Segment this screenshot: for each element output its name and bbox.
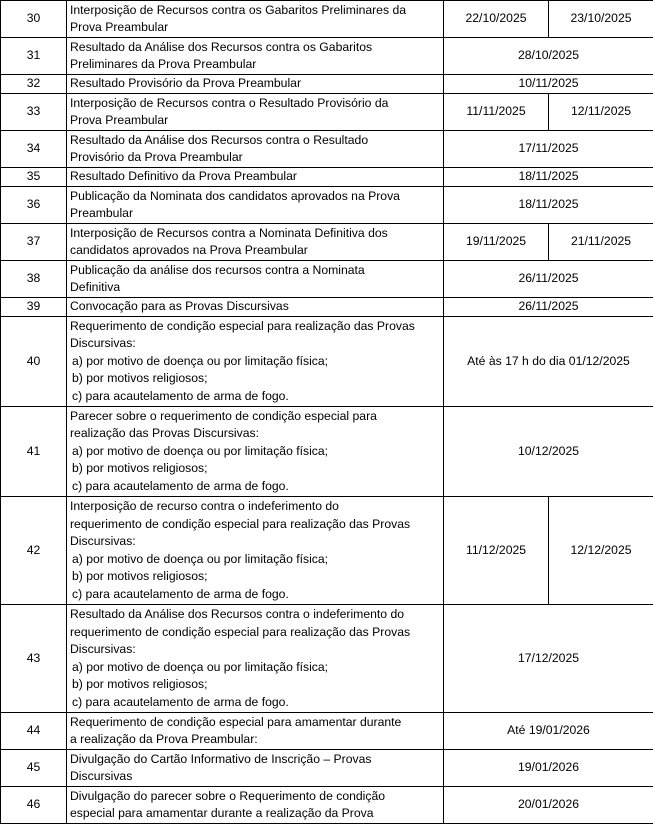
description-line: Preliminares da Prova Preambular xyxy=(70,57,257,71)
row-number: 32 xyxy=(1,75,67,94)
list-item: c) para acautelamento de arma de fogo. xyxy=(72,388,289,403)
table-row xyxy=(1,497,653,605)
date-start: 22/10/2025 xyxy=(444,1,549,38)
row-number: 34 xyxy=(1,131,67,168)
date: 20/01/2026 xyxy=(444,787,653,824)
description-line: Resultado da Análise dos Recursos contra o Resultado xyxy=(70,132,369,147)
date: 28/10/2025 xyxy=(444,38,653,75)
table-row xyxy=(1,713,653,750)
description-line: Resultado Provisório da Prova Preambular xyxy=(70,76,301,91)
date: 18/11/2025 xyxy=(444,187,653,224)
row-description xyxy=(67,787,444,824)
description-line: Requerimento de condição especial para realização das Provas xyxy=(70,318,415,333)
date-end: 12/11/2025 xyxy=(549,94,653,131)
description-line: requerimento de condição especial para realização das Provas xyxy=(70,624,411,639)
description-line: a realização da Prova Preambular: xyxy=(70,732,258,746)
table-row xyxy=(1,187,653,224)
list-item: a) por motivo de doença ou por limitação física; xyxy=(72,659,329,674)
row-number: 43 xyxy=(1,605,67,713)
description-line: Requerimento de condição especial para amamentar durante xyxy=(70,714,402,729)
description-line: Definitiva xyxy=(70,280,121,294)
table-row xyxy=(1,787,653,824)
description-line: candidatos aprovados na Prova Preambular xyxy=(70,243,308,257)
row-description xyxy=(67,94,444,131)
list-item: a) por motivo de doença ou por limitação física; xyxy=(72,353,329,368)
list-item: c) para acautelamento de arma de fogo. xyxy=(72,478,289,493)
list-item: a) por motivo de doença ou por limitação física; xyxy=(72,551,329,566)
table-row xyxy=(1,298,653,317)
row-number: 36 xyxy=(1,187,67,224)
date: 19/01/2026 xyxy=(444,750,653,787)
row-number: 31 xyxy=(1,38,67,75)
description-line: Prova Preambular xyxy=(70,113,169,127)
row-description xyxy=(67,298,444,317)
date-start: 19/11/2025 xyxy=(444,224,549,261)
table-row xyxy=(1,261,653,298)
row-description xyxy=(67,713,444,750)
table-row xyxy=(1,94,653,131)
row-number: 40 xyxy=(1,317,67,407)
description-line: Divulgação do parecer sobre o Requerimento de condição xyxy=(70,788,386,803)
row-description xyxy=(67,605,444,713)
row-number: 39 xyxy=(1,298,67,317)
row-number: 35 xyxy=(1,168,67,187)
table-row xyxy=(1,38,653,75)
date: 26/11/2025 xyxy=(444,298,653,317)
description-line: Discursivas xyxy=(70,769,133,783)
row-description xyxy=(67,131,444,168)
table-row xyxy=(1,317,653,407)
description-line: Discursivas: xyxy=(70,642,136,656)
date: 17/11/2025 xyxy=(444,131,653,168)
table-row xyxy=(1,131,653,168)
description-line: Interposição de recurso contra o indeferimento do xyxy=(70,499,339,513)
row-description xyxy=(67,750,444,787)
list-item: b) por motivos religiosos; xyxy=(72,677,208,691)
description-line: Prova Preambular xyxy=(70,20,169,34)
description-line: realização das Provas Discursivas: xyxy=(70,426,259,441)
row-description xyxy=(67,75,444,94)
date: Até às 17 h do dia 01/12/2025 xyxy=(444,317,653,407)
date: Até 19/01/2026 xyxy=(444,713,653,750)
description-line: Interposição de Recursos contra os Gabaritos Preliminares da xyxy=(70,2,406,17)
row-description xyxy=(67,224,444,261)
description-line: Publicação da Nominata dos candidatos aprovados na Prova xyxy=(70,188,400,203)
row-number: 33 xyxy=(1,94,67,131)
table-row xyxy=(1,168,653,187)
row-description xyxy=(67,168,444,187)
row-number: 46 xyxy=(1,787,67,824)
description-line: Interposição de Recursos contra o Resultado Provisório da xyxy=(70,95,389,110)
description-line: Publicação da análise dos recursos contra a Nominata xyxy=(70,262,365,277)
description-line: Discursivas: xyxy=(70,336,136,351)
description-line: requerimento de condição especial para realização das Provas xyxy=(70,516,411,531)
row-number: 38 xyxy=(1,261,67,298)
list-item: b) por motivos religiosos; xyxy=(72,371,208,386)
list-item: b) por motivos religiosos; xyxy=(72,461,208,476)
row-number: 41 xyxy=(1,407,67,497)
date: 26/11/2025 xyxy=(444,261,653,298)
date-end: 21/11/2025 xyxy=(549,224,653,261)
description-line: especial para amamentar durante a realização da Prova xyxy=(70,806,374,820)
list-item: c) para acautelamento de arma de fogo. xyxy=(72,586,289,601)
date-end: 23/10/2025 xyxy=(549,1,653,38)
description-line: Discursivas: xyxy=(70,534,136,548)
description-line: Resultado da Análise dos Recursos contra os Gabaritos xyxy=(70,39,373,54)
description-line: Resultado da Análise dos Recursos contra o indeferimento do xyxy=(70,607,405,621)
date: 17/12/2025 xyxy=(444,605,653,713)
description-line: Resultado Definitivo da Prova Preambular xyxy=(70,169,297,184)
table-row xyxy=(1,407,653,497)
row-number: 30 xyxy=(1,1,67,38)
row-number: 45 xyxy=(1,750,67,787)
date-end: 12/12/2025 xyxy=(549,497,653,605)
row-description xyxy=(67,497,444,605)
description-line: Provisório da Prova Preambular xyxy=(70,150,243,164)
table-row xyxy=(1,1,653,38)
description-line: Divulgação do Cartão Informativo de Inscrição – Provas xyxy=(70,751,372,766)
description-line: Convocação para as Provas Discursivas xyxy=(70,299,289,314)
row-description xyxy=(67,407,444,497)
row-description xyxy=(67,38,444,75)
table-row xyxy=(1,224,653,261)
row-description xyxy=(67,261,444,298)
list-item: c) para acautelamento de arma de fogo. xyxy=(72,694,289,709)
date: 10/12/2025 xyxy=(444,407,653,497)
row-description xyxy=(67,1,444,38)
description-line: Parecer sobre o requerimento de condição especial para xyxy=(70,408,377,423)
row-number: 42 xyxy=(1,497,67,605)
row-description xyxy=(67,317,444,407)
table-row xyxy=(1,75,653,94)
list-item: b) por motivos religiosos; xyxy=(72,569,208,583)
date-start: 11/11/2025 xyxy=(444,94,549,131)
list-item: a) por motivo de doença ou por limitação física; xyxy=(72,443,329,458)
description-line: Preambular xyxy=(70,206,133,220)
row-number: 44 xyxy=(1,713,67,750)
date: 18/11/2025 xyxy=(444,168,653,187)
table-row xyxy=(1,605,653,713)
description-line: Interposição de Recursos contra a Nominata Definitiva dos xyxy=(70,225,388,240)
row-description xyxy=(67,187,444,224)
row-number: 37 xyxy=(1,224,67,261)
date-start: 11/12/2025 xyxy=(444,497,549,605)
table-row xyxy=(1,750,653,787)
date: 10/11/2025 xyxy=(444,75,653,94)
